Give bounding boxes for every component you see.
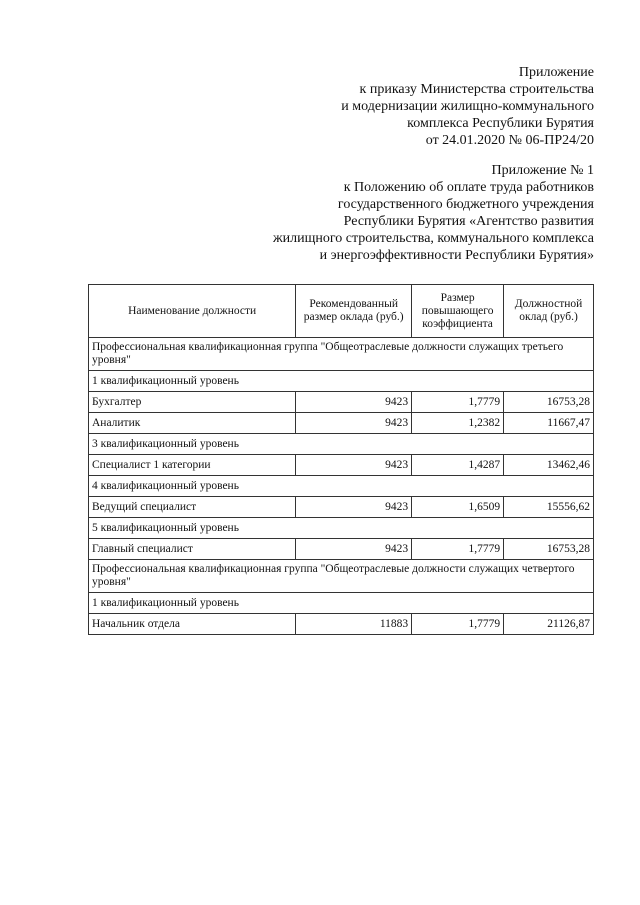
official-salary: 16753,28 [504, 392, 594, 413]
recommended-salary: 9423 [296, 392, 412, 413]
header-line: и модернизации жилищно-коммунального [341, 99, 594, 114]
header-official-salary: Должностной оклад (руб.) [504, 285, 594, 338]
table-row [89, 497, 594, 518]
recommended-salary: 9423 [296, 455, 412, 476]
header-recommended-salary: Рекомендованный размер оклада (руб.) [296, 285, 412, 338]
header-line: от 24.01.2020 № 06-ПР24/20 [425, 133, 594, 148]
table-row [89, 539, 594, 560]
recommended-salary: 9423 [296, 497, 412, 518]
position-name: Бухгалтер [89, 392, 296, 413]
header-coefficient: Размер повышающего коэффициента [412, 285, 504, 338]
table-row [89, 392, 594, 413]
header-position: Наименование должности [89, 285, 296, 338]
coefficient: 1,7779 [412, 614, 504, 635]
level-row [89, 476, 594, 497]
header-line: к Положению об оплате труда работников [343, 180, 594, 195]
level-row [89, 371, 594, 392]
header-line: и энергоэффективности Республики Бурятия» [319, 248, 594, 263]
table-row [89, 455, 594, 476]
recommended-salary: 9423 [296, 539, 412, 560]
level-title: 5 квалификационный уровень [89, 518, 594, 539]
group-row [89, 560, 594, 593]
official-salary: 21126,87 [504, 614, 594, 635]
header-line: Приложение [518, 65, 594, 80]
table-row [89, 413, 594, 434]
header-line: Республики Бурятия «Агентство развития [343, 214, 594, 229]
salary-table [88, 284, 594, 635]
recommended-salary: 11883 [296, 614, 412, 635]
level-title: 4 квалификационный уровень [89, 476, 594, 497]
position-name: Специалист 1 категории [89, 455, 296, 476]
official-salary: 15556,62 [504, 497, 594, 518]
header-line: к приказу Министерства строительства [359, 82, 594, 97]
group-title: Профессиональная квалификационная группа "Общеотраслевые должности служащих третьего уровня" [89, 338, 594, 371]
position-name: Аналитик [89, 413, 296, 434]
position-name: Ведущий специалист [89, 497, 296, 518]
coefficient: 1,7779 [412, 392, 504, 413]
official-salary: 11667,47 [504, 413, 594, 434]
group-row [89, 338, 594, 371]
coefficient: 1,6509 [412, 497, 504, 518]
header-line: Приложение № 1 [491, 163, 594, 178]
position-name: Главный специалист [89, 539, 296, 560]
table-header-row [89, 285, 594, 338]
official-salary: 13462,46 [504, 455, 594, 476]
appendix-header [341, 64, 594, 149]
appendix1-header [273, 162, 594, 264]
header-line: комплекса Республики Бурятия [407, 116, 594, 131]
group-title: Профессиональная квалификационная группа "Общеотраслевые должности служащих четвертого уровня" [89, 560, 594, 593]
official-salary: 16753,28 [504, 539, 594, 560]
header-line: государственного бюджетного учреждения [337, 197, 594, 212]
recommended-salary: 9423 [296, 413, 412, 434]
coefficient: 1,4287 [412, 455, 504, 476]
coefficient: 1,2382 [412, 413, 504, 434]
level-row [89, 434, 594, 455]
table-row [89, 614, 594, 635]
level-title: 3 квалификационный уровень [89, 434, 594, 455]
header-line: жилищного строительства, коммунального комплекса [272, 231, 594, 246]
coefficient: 1,7779 [412, 539, 504, 560]
position-name: Начальник отдела [89, 614, 296, 635]
level-row [89, 518, 594, 539]
level-title: 1 квалификационный уровень [89, 593, 594, 614]
level-row [89, 593, 594, 614]
level-title: 1 квалификационный уровень [89, 371, 594, 392]
